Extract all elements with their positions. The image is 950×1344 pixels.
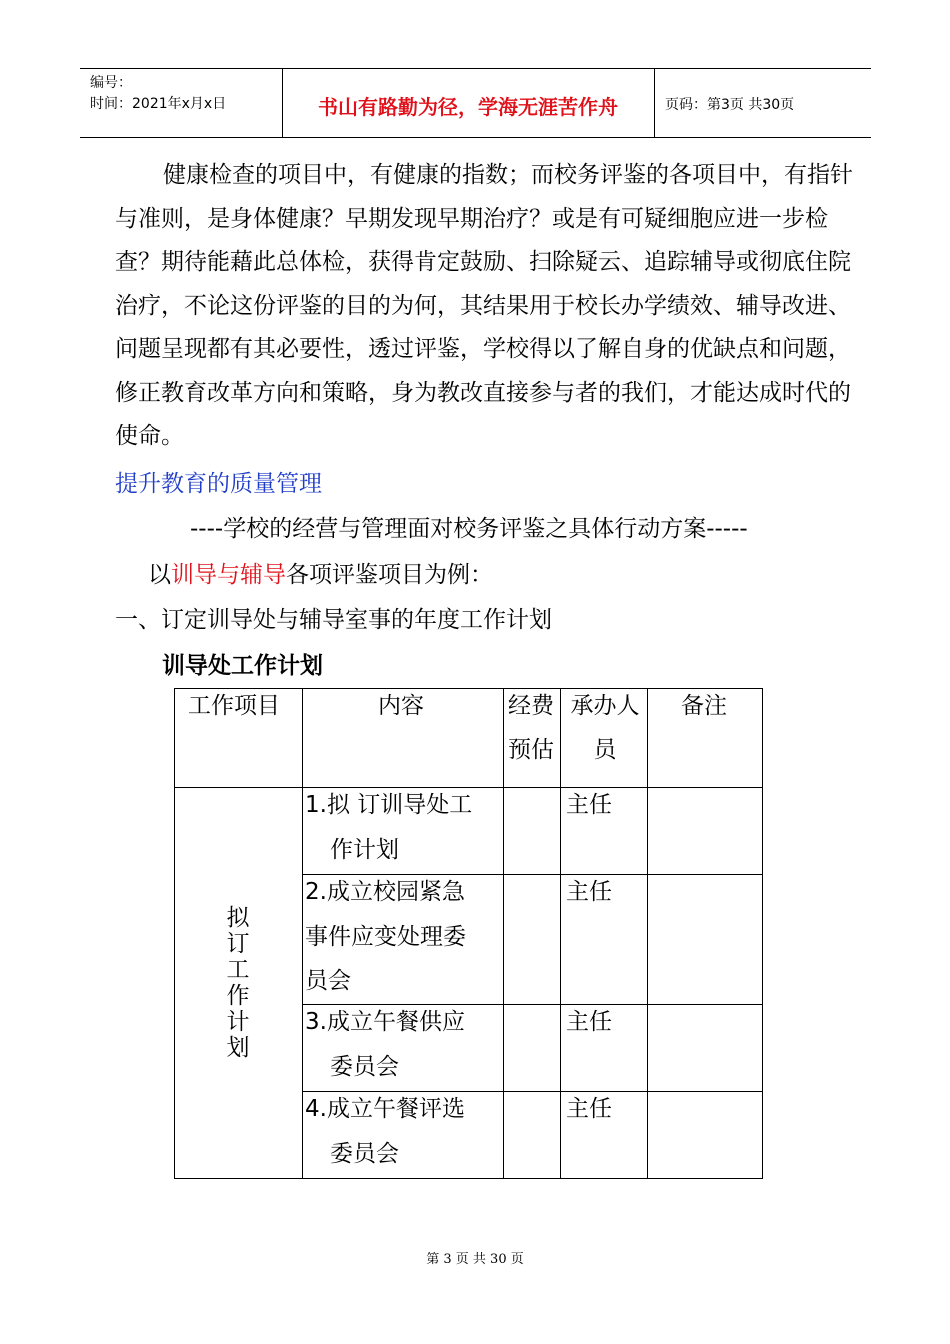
section-heading: 提升教育的质量管理 xyxy=(115,471,322,497)
category-label: 拟订工作计划 xyxy=(226,905,250,1061)
row-content-line: 3.成立午餐供应 xyxy=(305,1009,465,1035)
header-owner: 承办人员 xyxy=(570,693,640,763)
table-border xyxy=(560,688,561,1178)
header-notes: 备注 xyxy=(681,693,727,719)
row-owner: 主任 xyxy=(566,879,612,905)
table-border xyxy=(503,688,504,1178)
example-line xyxy=(148,556,493,589)
row-content-line: 1.拟 订训导处工 xyxy=(305,792,473,818)
row-content-line: 4.成立午餐评选 xyxy=(305,1096,465,1122)
example-highlight: 训导与辅导 xyxy=(171,562,286,588)
page-footer: 第 3 页 共 30 页 xyxy=(426,1252,524,1267)
time-label: 时间：2021年x月x日 xyxy=(90,96,227,112)
example-suffix: 各项评鉴项目为例： xyxy=(286,562,493,588)
row-content-line: 作计划 xyxy=(330,837,399,863)
header-page-info: 页码：第3页 共30页 xyxy=(665,97,795,113)
table-border xyxy=(762,688,763,1178)
row-content-line: 2.成立校园紧急 xyxy=(305,879,465,905)
table-title: 训导处工作计划 xyxy=(162,653,323,679)
header-divider xyxy=(654,69,655,137)
page-header xyxy=(80,68,871,138)
table-border xyxy=(302,688,303,1178)
header-content: 内容 xyxy=(378,693,424,719)
header-meta xyxy=(90,73,226,115)
table-border xyxy=(174,1178,763,1179)
table-border xyxy=(174,688,175,1178)
table-border xyxy=(647,688,648,1178)
body-paragraph xyxy=(115,154,855,459)
header-motto: 书山有路勤为径，学海无涯苦作舟 xyxy=(318,95,618,119)
example-prefix: 以 xyxy=(148,562,171,588)
section-subtitle: ----学校的经营与管理面对校务评鉴之具体行动方案----- xyxy=(190,516,748,542)
row-content-line: 委员会 xyxy=(330,1054,399,1080)
header-budget: 经费预估 xyxy=(508,693,554,763)
row-content-line: 委员会 xyxy=(330,1141,399,1167)
row-content-line: 员会 xyxy=(305,968,351,994)
row-owner: 主任 xyxy=(566,1009,612,1035)
row-owner: 主任 xyxy=(566,792,612,818)
section-one-title: 一、订定训导处与辅导室事的年度工作计划 xyxy=(115,607,552,633)
row-owner: 主任 xyxy=(566,1096,612,1122)
body-paragraph-text: 健康检查的项目中，有健康的指数；而校务评鉴的各项目中，有指针与准则，是身体健康？早期发现早期治疗？或是有可疑细胞应进一步检查？期待能藉此总体检，获得肯定鼓励、扫除疑云、追踪辅导或彻底住院治疗，不论这份评鉴的目的为何，其结果用于校长办学绩效、辅导改进、问题呈现都有其必要性，透过评鉴，学校得以了解自身的优缺点和问题，修正教育改革方向和策略，身为教改直接参与者的我们，才能达成时代的使命。 xyxy=(115,162,853,449)
number-label: 编号： xyxy=(90,75,132,91)
row-content-line: 事件应变处理委 xyxy=(305,924,466,950)
header-work-item: 工作项目 xyxy=(188,693,280,719)
